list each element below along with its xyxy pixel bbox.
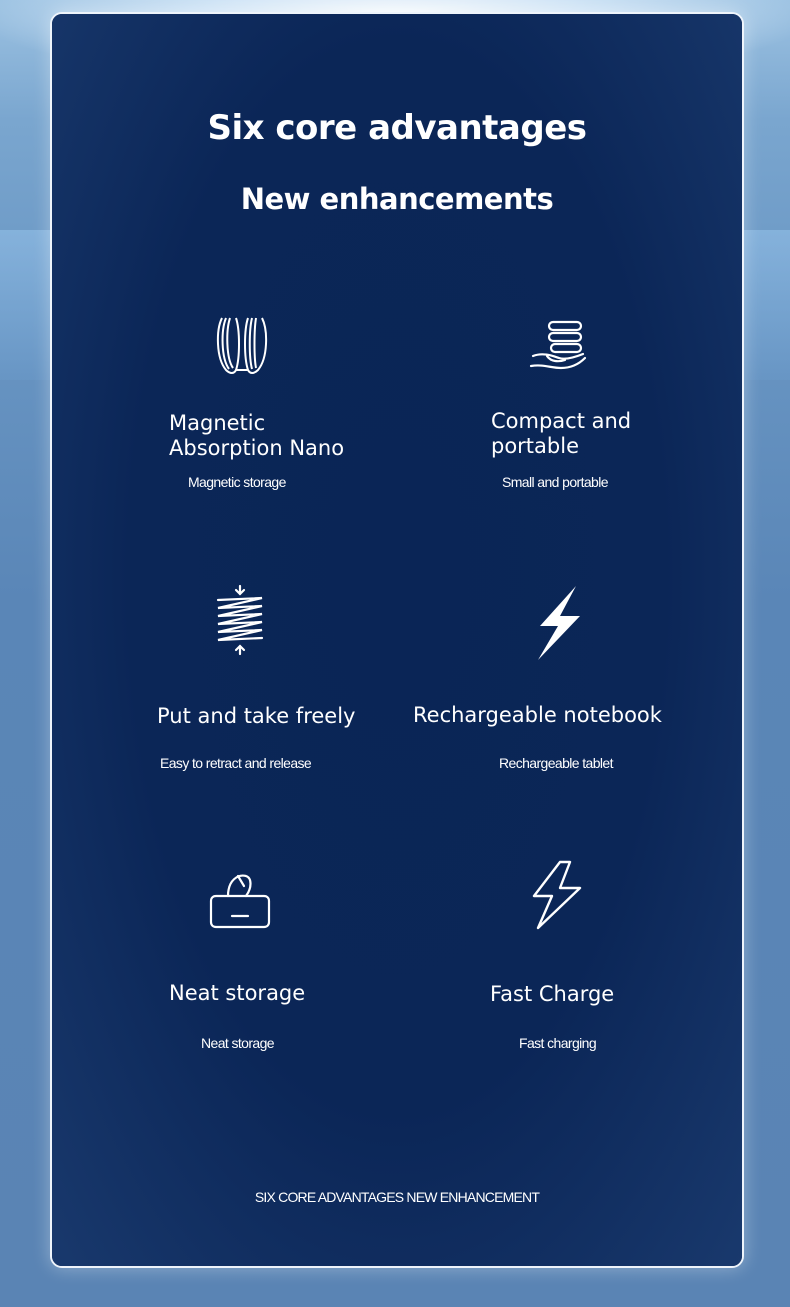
feature-title-fast-charge: Fast Charge	[490, 982, 615, 1006]
lightning-bolt-icon	[532, 586, 582, 660]
coil-ring-icon	[214, 312, 270, 376]
feature-title-compact-line2: portable	[491, 434, 579, 458]
footer-tagline: SIX CORE ADVANTAGES NEW ENHANCEMENT	[254, 1189, 540, 1205]
feature-subtitle-rechargeable: Rechargeable tablet	[499, 755, 613, 771]
feature-title-magnetic-line2: Absorption Nano	[169, 436, 345, 460]
feature-subtitle-put-take: Easy to retract and release	[160, 755, 312, 771]
feature-subtitle-neat-storage: Neat storage	[201, 1035, 274, 1051]
feature-title-magnetic	[169, 411, 344, 461]
feature-title-compact	[491, 409, 631, 459]
page-title: Six core advantages	[207, 108, 587, 148]
feature-subtitle-magnetic: Magnetic storage	[188, 474, 286, 490]
feature-title-rechargeable: Rechargeable notebook	[413, 703, 662, 727]
storage-bag-icon	[208, 870, 272, 930]
feature-subtitle-compact: Small and portable	[502, 474, 608, 490]
feature-title-neat-storage: Neat storage	[169, 981, 306, 1005]
lightning-outline-icon	[530, 860, 584, 930]
advantages-panel	[50, 12, 744, 1268]
hand-holding-stack-icon	[529, 318, 589, 374]
feature-title-put-take: Put and take freely	[157, 704, 356, 728]
page-subtitle: New enhancements	[240, 182, 554, 216]
spring-compress-icon	[212, 584, 268, 656]
feature-subtitle-fast-charge: Fast charging	[519, 1035, 597, 1051]
feature-title-magnetic-line1: Magnetic	[169, 411, 266, 435]
feature-title-compact-line1: Compact and	[491, 409, 632, 433]
